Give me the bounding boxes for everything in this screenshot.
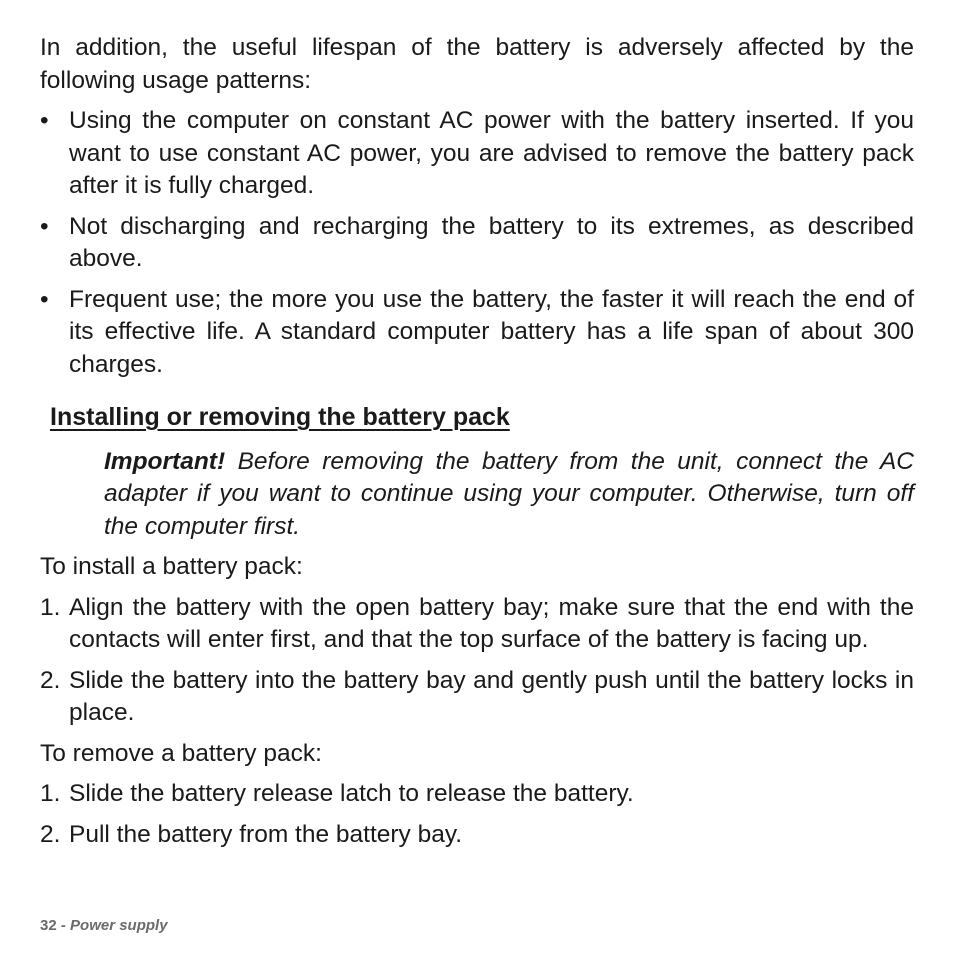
list-item xyxy=(40,284,914,382)
list-item xyxy=(40,105,914,203)
list-item-text: Not discharging and recharging the battery to its extremes, as described above. xyxy=(69,212,914,272)
step-number: 1. xyxy=(40,593,61,621)
install-steps-list xyxy=(40,592,914,730)
list-item xyxy=(40,592,914,657)
footer-section-title: Power supply xyxy=(70,917,168,934)
remove-steps-list xyxy=(40,778,914,851)
usage-pattern-list xyxy=(40,105,914,381)
list-item-text: Slide the battery release latch to release the battery. xyxy=(69,780,634,807)
list-item xyxy=(40,819,914,852)
important-label: Important! xyxy=(104,447,226,475)
list-item-text: Pull the battery from the battery bay. xyxy=(69,820,463,848)
footer-separator: - xyxy=(56,917,71,934)
page-footer xyxy=(40,917,168,934)
list-item xyxy=(40,778,914,811)
intro-paragraph: In addition, the useful lifespan of the battery is adversely affected by the following usage patterns: xyxy=(40,34,914,94)
bullet-marker: • xyxy=(40,107,49,134)
page-number: 32 xyxy=(40,917,57,934)
list-item xyxy=(40,211,914,276)
remove-intro: To remove a battery pack: xyxy=(40,739,322,767)
step-number: 1. xyxy=(40,780,61,807)
list-item-text: Frequent use; the more you use the battery, the faster it will reach the end of its effective life. A standard computer battery has a life span of about 300 charges. xyxy=(69,285,914,378)
step-number: 2. xyxy=(40,666,61,694)
step-number: 2. xyxy=(40,820,61,848)
important-note-text: Before removing the battery from the unit, connect the AC adapter if you want to continue using your computer. Otherwise, turn off the computer first. xyxy=(104,447,914,540)
list-item-text: Slide the battery into the battery bay and gently push until the battery locks in place. xyxy=(69,666,914,726)
bullet-marker: • xyxy=(40,285,49,313)
page-body xyxy=(40,32,914,859)
install-intro: To install a battery pack: xyxy=(40,553,303,580)
list-item-text: Using the computer on constant AC power with the battery inserted. If you want to use constant AC power, you are advised to remove the battery pack after it is fully charged. xyxy=(69,107,914,199)
section-heading: Installing or removing the battery pack xyxy=(50,403,510,431)
list-item-text: Align the battery with the open battery bay; make sure that the end with the contacts will enter first, and that the top surface of the battery is facing up. xyxy=(69,593,914,653)
important-note xyxy=(104,446,914,544)
bullet-marker: • xyxy=(40,212,49,240)
list-item xyxy=(40,665,914,730)
